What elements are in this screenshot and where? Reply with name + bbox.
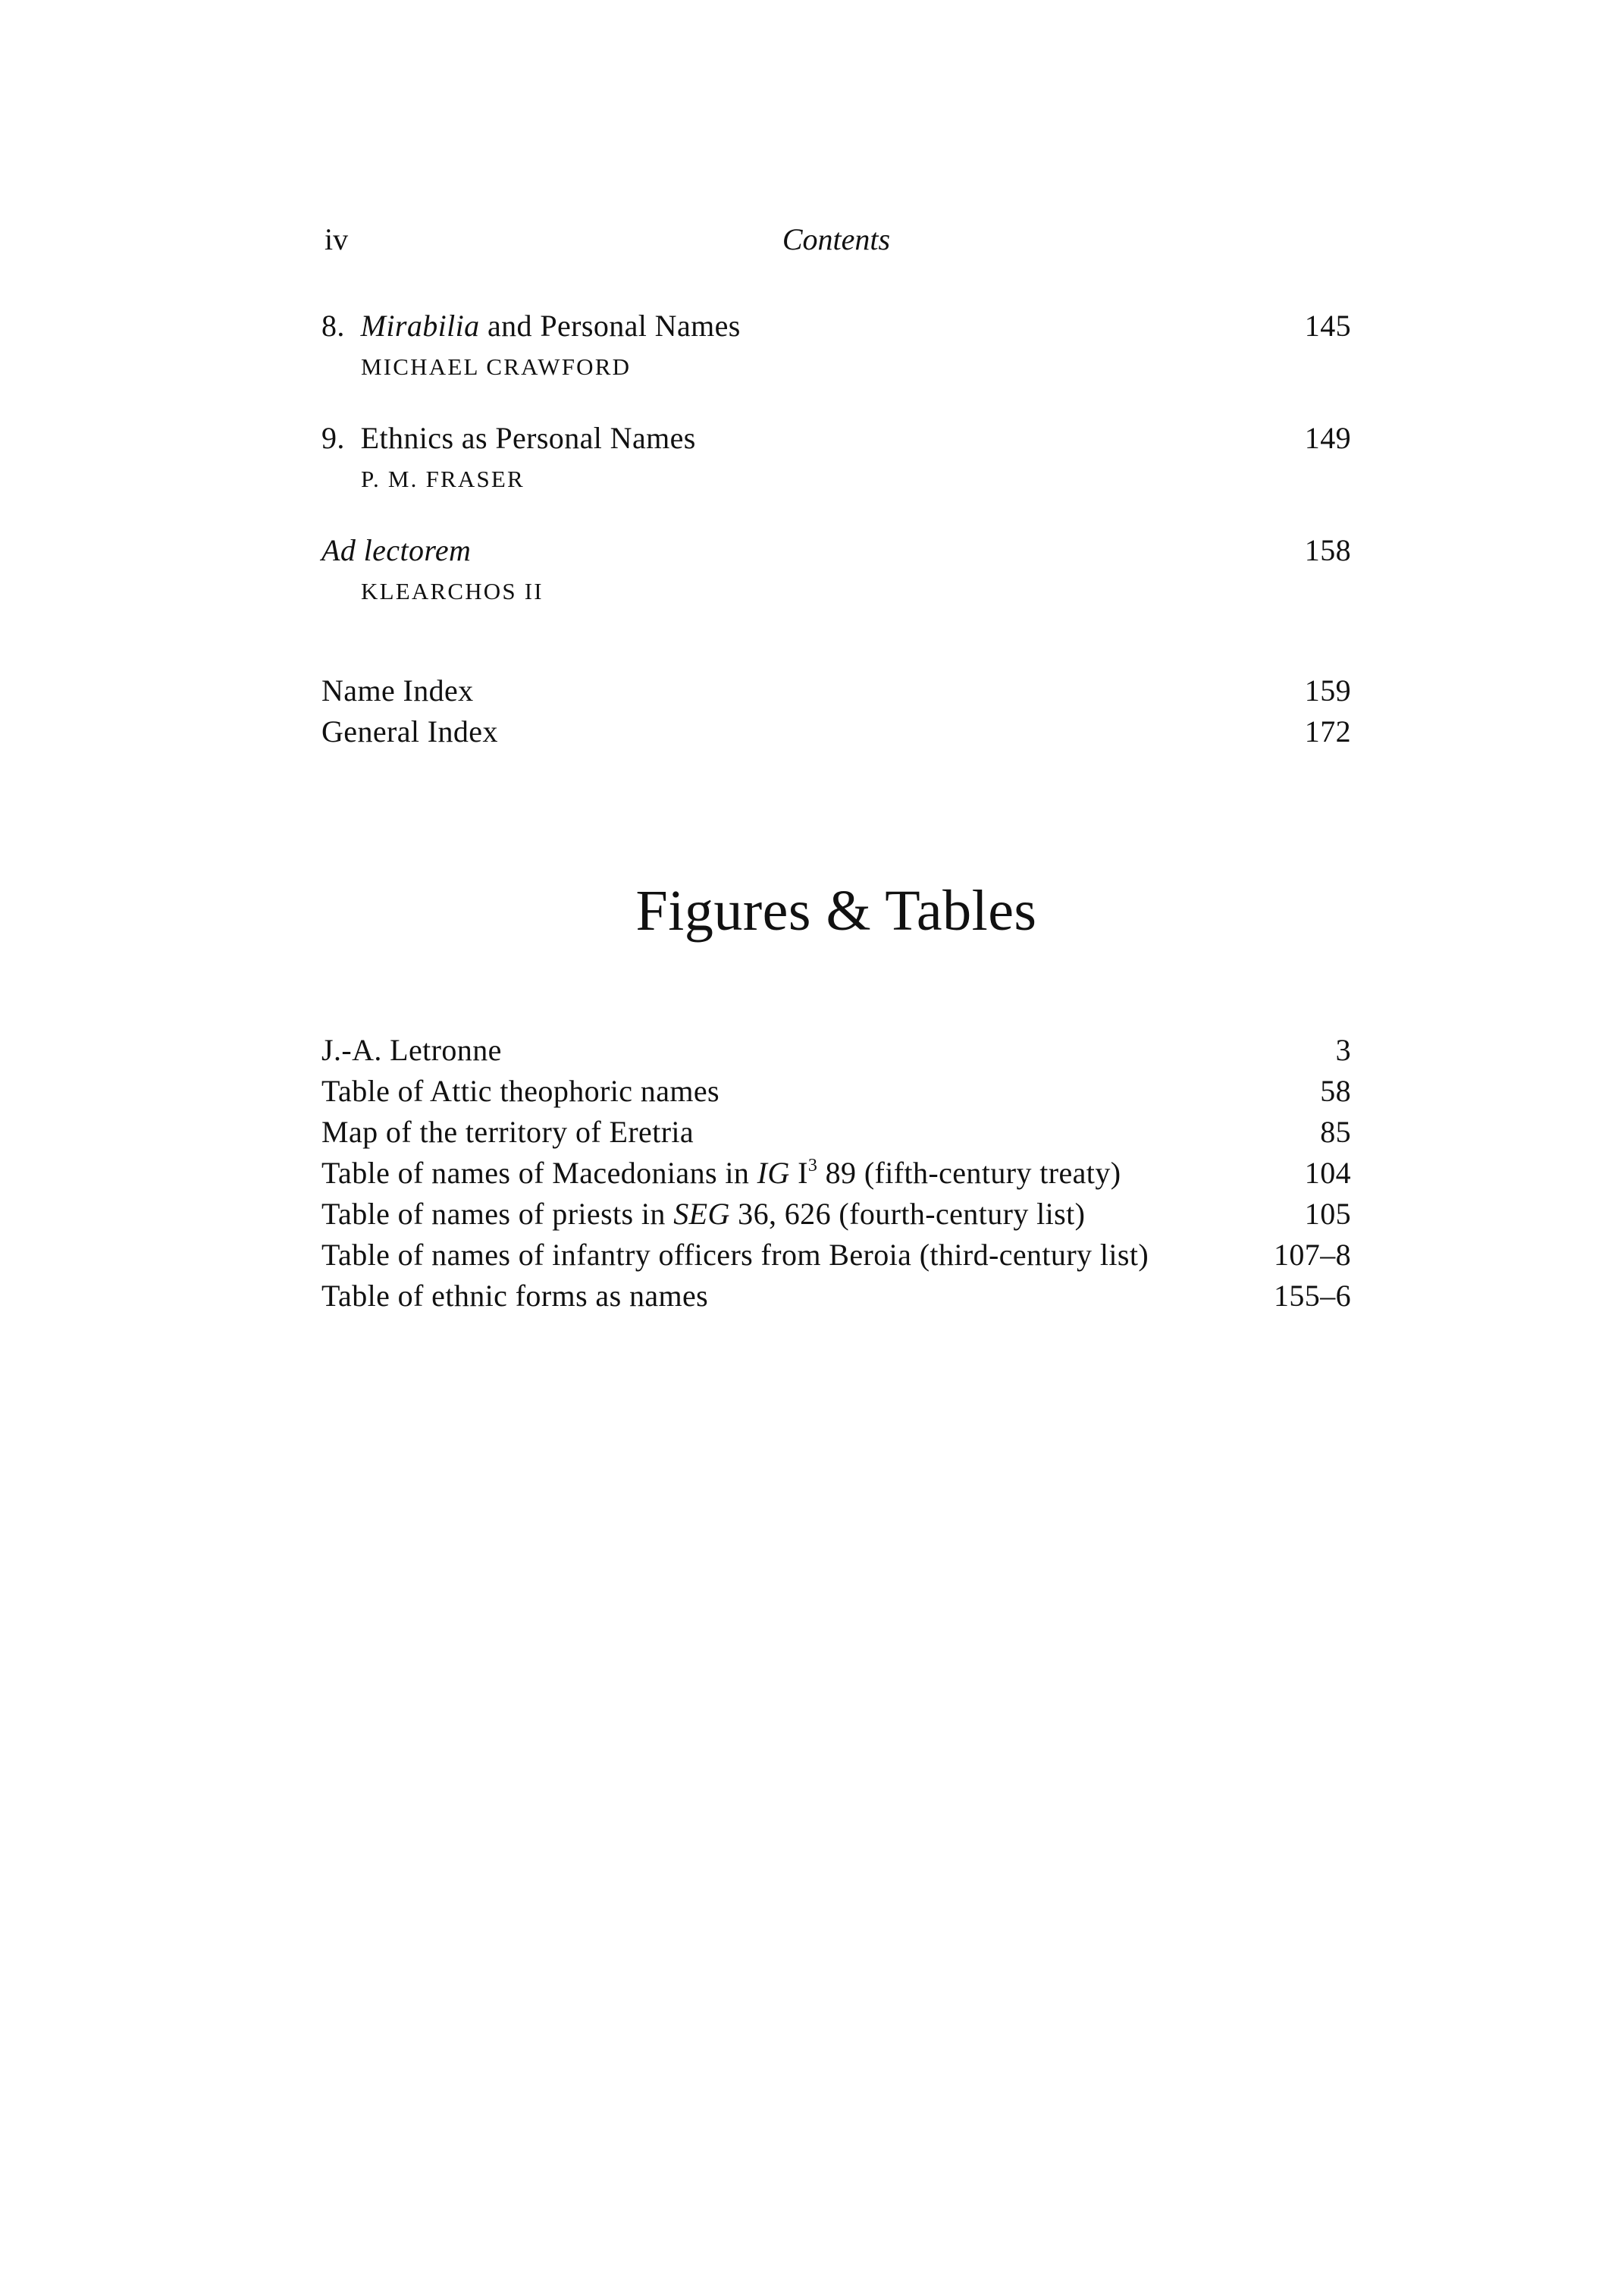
entry-page-number: 145: [1304, 309, 1351, 343]
entry-title-italic: Ad lectorem: [321, 533, 472, 567]
figure-title: [321, 1155, 1121, 1191]
entry-title-italic: Mirabilia: [360, 309, 480, 343]
entry-number: 9.: [321, 421, 345, 455]
figure-title: Table of names of infantry officers from Beroia (third-century list): [321, 1238, 1149, 1272]
index-entry-name[interactable]: [321, 673, 1351, 714]
figure-entry[interactable]: [321, 1278, 1351, 1319]
index-page-number: 172: [1304, 714, 1351, 749]
contents-entry-ad-lectorem[interactable]: [321, 532, 1351, 604]
entry-page-number: 149: [1304, 421, 1351, 455]
figure-page-number: 85: [1320, 1115, 1351, 1149]
entry-title: [321, 532, 471, 568]
figure-title: [321, 1196, 1085, 1232]
figure-title: Table of ethnic forms as names: [321, 1279, 709, 1313]
entry-author: KLEARCHOS II: [361, 578, 544, 604]
figure-title-italic: IG: [757, 1156, 790, 1190]
figure-page-number: 155–6: [1274, 1279, 1351, 1313]
figure-title-text: 36, 626 (fourth-century list): [729, 1197, 1086, 1231]
index-entry-general[interactable]: [321, 714, 1351, 755]
running-head-title: Contents: [782, 222, 891, 256]
figure-title-superscript: 3: [807, 1156, 818, 1175]
figure-title-text: I: [789, 1156, 808, 1190]
figure-entry[interactable]: [321, 1032, 1351, 1073]
entry-page-number: 158: [1304, 533, 1351, 567]
figure-title-text: Table of names of Macedonians in: [321, 1156, 757, 1190]
figures-tables-heading: Figures & Tables: [635, 879, 1037, 943]
entry-title: [321, 308, 741, 344]
index-title: General Index: [321, 714, 498, 749]
figure-entry[interactable]: [321, 1073, 1351, 1114]
index-title: Name Index: [321, 673, 474, 708]
figure-page-number: 105: [1304, 1197, 1351, 1231]
entry-author: MICHAEL CRAWFORD: [361, 353, 632, 380]
contents-entry-8[interactable]: [321, 308, 1351, 380]
entry-title-rest: Ethnics as Personal Names: [360, 421, 696, 455]
page-folio: iv: [324, 222, 349, 256]
index-page-number: 159: [1304, 673, 1351, 708]
figure-page-number: 107–8: [1274, 1238, 1351, 1272]
figure-entry[interactable]: [321, 1114, 1351, 1155]
entry-title: [321, 420, 696, 456]
figure-page-number: 104: [1304, 1156, 1351, 1190]
figure-entry[interactable]: [321, 1155, 1351, 1196]
figure-title-text: 89 (fifth-century treaty): [817, 1156, 1121, 1190]
entry-author: P. M. FRASER: [361, 466, 525, 492]
entry-number: 8.: [321, 309, 345, 343]
running-head: [321, 221, 1351, 259]
figure-page-number: 3: [1335, 1033, 1351, 1067]
figure-entry[interactable]: [321, 1196, 1351, 1237]
figure-title: Table of Attic theophoric names: [321, 1074, 720, 1108]
entry-title-rest: and Personal Names: [479, 309, 741, 343]
figure-title: J.-A. Letronne: [321, 1033, 502, 1067]
contents-entry-9[interactable]: [321, 420, 1351, 492]
figure-title-text: Table of names of priests in: [321, 1197, 674, 1231]
figure-title: Map of the territory of Eretria: [321, 1115, 694, 1149]
figure-page-number: 58: [1320, 1074, 1351, 1108]
figure-entry[interactable]: [321, 1237, 1351, 1278]
figure-title-italic: SEG: [673, 1197, 730, 1231]
